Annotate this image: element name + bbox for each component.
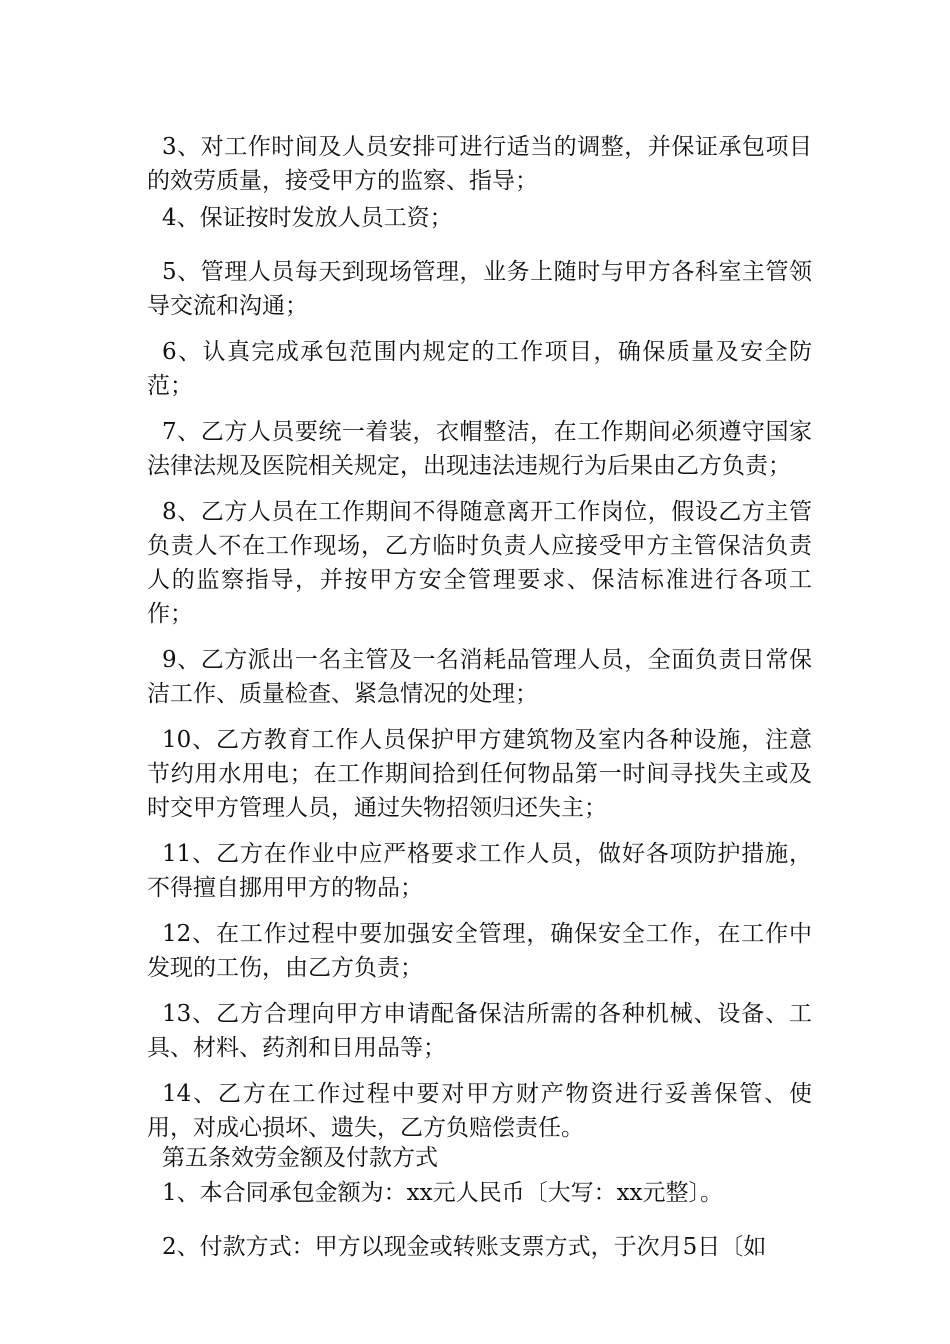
clause-7: 7、乙方人员要统一着装，衣帽整洁，在工作期间必须遵守国家法律法规及医院相关规定，出现违法违规行为后果由乙方负责； [147,419,812,479]
clause-3: 3、对工作时间及人员安排可进行适当的调整，并保证承包项目的效劳质量，接受甲方的监察、指导； [147,134,812,194]
clause-6: 6、认真完成承包范围内规定的工作项目，确保质量及安全防范； [147,339,812,399]
clause-9: 9、乙方派出一名主管及一名消耗品管理人员，全面负责日常保洁工作、质量检查、紧急情况的处理； [147,647,812,707]
clause-5: 5、管理人员每天到现场管理，业务上随时与甲方各科室主管领导交流和沟通； [147,259,812,319]
payment-clause-2: 2、付款方式：甲方以现金或转账支票方式，于次月5日〔如 [162,1234,767,1260]
clause-4: 4、保证按时发放人员工资； [162,205,453,231]
clause-11: 11、乙方在作业中应严格要求工作人员，做好各项防护措施，不得擅自挪用甲方的物品； [147,841,812,901]
payment-clause-1: 1、本合同承包金额为：xx元人民币〔大写：xx元整〕。 [162,1180,724,1206]
section-heading: 第五条效劳金额及付款方式 [162,1145,438,1171]
clause-12: 12、在工作过程中要加强安全管理，确保安全工作，在工作中发现的工伤，由乙方负责； [147,921,812,981]
clause-10: 10、乙方教育工作人员保护甲方建筑物及室内各种设施，注意节约用水用电；在工作期间拾到任何物品第一时间寻找失主或及时交甲方管理人员，通过失物招领归还失主； [147,727,812,821]
clause-13: 13、乙方合理向甲方申请配备保洁所需的各种机械、设备、工具、材料、药剂和日用品等； [147,1001,812,1061]
document-body [147,130,812,1264]
clause-8: 8、乙方人员在工作期间不得随意离开工作岗位，假设乙方主管负责人不在工作现场，乙方临时负责人应接受甲方主管保洁负责人的监察指导，并按甲方安全管理要求、保洁标准进行各项工作； [147,499,812,627]
clause-14: 14、乙方在工作过程中要对甲方财产物资进行妥善保管、使用，对成心损坏、遗失，乙方负赔偿责任。 [147,1081,812,1141]
